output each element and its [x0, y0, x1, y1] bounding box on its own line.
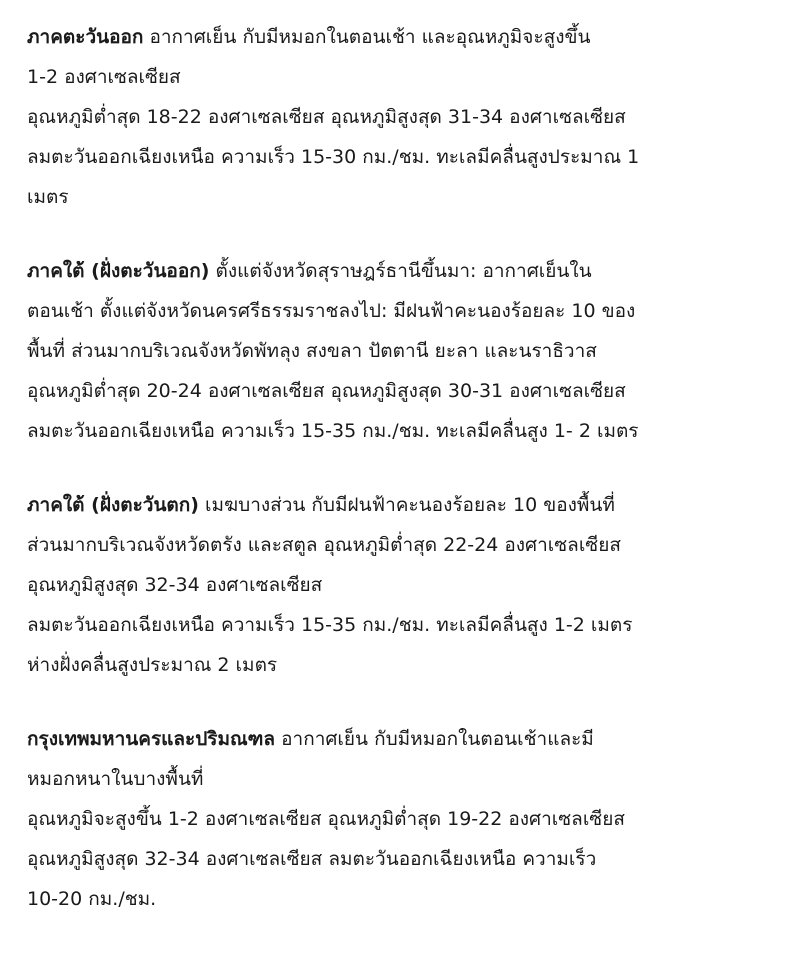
section-heading: ภาคใต้ (ฝั่งตะวันออก): [27, 260, 210, 282]
section-text: ตอนเช้า ตั้งแต่จังหวัดนครศรีธรรมราชลงไป: มีฝนฟ้าคะนองร้อยละ 10 ของ: [27, 300, 636, 322]
section-text: อุณหภูมิต่ำสุด 18-22 องศาเซลเซียส อุณหภูมิสูงสุด 31-34 องศาเซลเซียส: [27, 106, 626, 128]
section-text: หมอกหนาในบางพื้นที่: [27, 768, 204, 790]
section-text: อุณหภูมิสูงสุด 32-34 องศาเซลเซียส ลมตะวันออกเฉียงเหนือ ความเร็ว: [27, 848, 597, 870]
section-bangkok: [27, 719, 776, 919]
section-heading: ภาคตะวันออก: [27, 26, 144, 48]
section-text: 10-20 กม./ชม.: [27, 888, 157, 910]
section-text: ส่วนมากบริเวณจังหวัดตรัง และสตูล อุณหภูมิต่ำสุด 22-24 องศาเซลเซียส: [27, 534, 621, 556]
section-first-line: [27, 251, 776, 291]
section-south-west-coast: [27, 485, 776, 685]
section-heading: ภาคใต้ (ฝั่งตะวันตก): [27, 494, 199, 516]
section-text: พื้นที่ ส่วนมากบริเวณจังหวัดพัทลุง สงขลา ปัตตานี ยะลา และนราธิวาส: [27, 340, 597, 362]
section-first-line: [27, 485, 776, 525]
section-text: ลมตะวันออกเฉียงเหนือ ความเร็ว 15-30 กม./ชม. ทะเลมีคลื่นสูงประมาณ 1: [27, 146, 640, 168]
section-heading: กรุงเทพมหานครและปริมณฑล: [27, 728, 276, 750]
section-first-line: [27, 17, 776, 57]
section-text: 1-2 องศาเซลเซียส: [27, 66, 181, 88]
section-east: [27, 17, 776, 217]
section-text: อุณหภูมิต่ำสุด 20-24 องศาเซลเซียส อุณหภูมิสูงสุด 30-31 องศาเซลเซียส: [27, 380, 626, 402]
section-text: ลมตะวันออกเฉียงเหนือ ความเร็ว 15-35 กม./ชม. ทะเลมีคลื่นสูง 1-2 เมตร: [27, 614, 633, 636]
section-first-line: [27, 719, 776, 759]
section-text: อุณหภูมิจะสูงขึ้น 1-2 องศาเซลเซียส อุณหภูมิต่ำสุด 19-22 องศาเซลเซียส: [27, 808, 625, 830]
section-text: ลมตะวันออกเฉียงเหนือ ความเร็ว 15-35 กม./ชม. ทะเลมีคลื่นสูง 1- 2 เมตร: [27, 420, 639, 442]
section-text: เมฆบางส่วน กับมีฝนฟ้าคะนองร้อยละ 10 ของพื้นที่: [198, 494, 615, 516]
section-text: อากาศเย็น กับมีหมอกในตอนเช้าและมี: [275, 728, 594, 750]
section-text: อากาศเย็น กับมีหมอกในตอนเช้า และอุณหภูมิจะสูงขึ้น: [143, 26, 591, 48]
section-south-east-coast: [27, 251, 776, 451]
section-text: อุณหภูมิสูงสุด 32-34 องศาเซลเซียส: [27, 574, 323, 596]
section-text: ห่างฝั่งคลื่นสูงประมาณ 2 เมตร: [27, 654, 278, 676]
section-text: ตั้งแต่จังหวัดสุราษฎร์ธานีขึ้นมา: อากาศเย็นใน: [209, 260, 592, 282]
section-text: เมตร: [27, 186, 69, 208]
